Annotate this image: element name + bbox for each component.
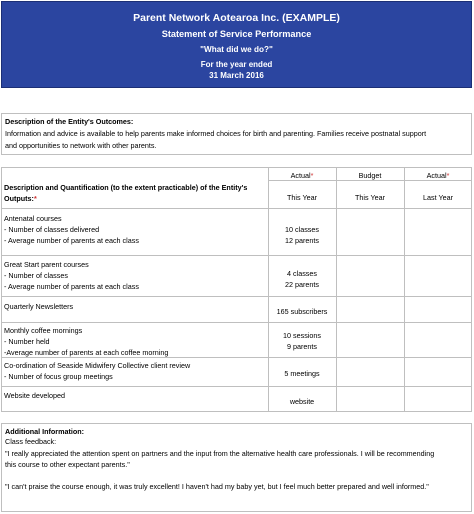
feedback-label: Class feedback: xyxy=(5,437,57,446)
period-line-2: 31 March 2016 xyxy=(209,71,264,80)
table-row-actual: 4 classes 22 parents xyxy=(285,269,319,290)
tagline: "What did we do?" xyxy=(200,45,273,54)
divider-row-1 xyxy=(1,255,472,256)
divider-col-budget xyxy=(336,167,337,412)
table-row-desc: Website developed xyxy=(4,391,66,400)
col-header-actual: Actual* xyxy=(290,171,314,180)
table-row-desc: Quarterly Newsletters xyxy=(4,302,74,311)
quote-2: "I can't praise the course enough, it was truly excellent! I haven't had my baby yet, but I feel much better prepared and well informed." xyxy=(5,481,429,491)
outcomes-box xyxy=(1,113,472,155)
statement-title: Statement of Service Performance xyxy=(161,29,312,39)
table-row-actual: 10 sessions 9 parents xyxy=(283,331,321,352)
divider-row-3 xyxy=(1,322,472,323)
sub-header-this-year-budget: This Year xyxy=(355,193,385,202)
sub-header-this-year: This Year xyxy=(287,193,317,202)
quote-1-line-1: "I really appreciated the attention spent on partners and the input from the alternative health care professionals. I will be recommending xyxy=(5,448,435,458)
table-row-desc: Great Start parent courses - Number of classes - Average number of parents at each class xyxy=(4,260,139,292)
col-header-budget: Budget xyxy=(358,171,382,180)
outcomes-heading: Description of the Entity's Outcomes: xyxy=(5,117,134,126)
quote-1-line-2: this course to other expectant parents." xyxy=(5,460,130,469)
org-name: Parent Network Aotearoa Inc. (EXAMPLE) xyxy=(133,12,340,24)
additional-heading: Additional Information: xyxy=(5,427,85,436)
divider-row-5 xyxy=(1,386,472,387)
table-row-actual: 165 subscribers xyxy=(276,307,328,316)
additional-info-box xyxy=(1,423,472,512)
table-row-actual: 5 meetings xyxy=(284,369,320,378)
period-line-1: For the year ended xyxy=(200,60,273,69)
outcomes-text-line-2: and opportunities to network with other parents. xyxy=(5,140,157,150)
table-row-actual: 10 classes 12 parents xyxy=(285,225,319,246)
divider-col-last xyxy=(404,167,405,412)
divider-row-2 xyxy=(1,296,472,297)
sub-header-last-year: Last Year xyxy=(423,193,453,202)
description-header: Description and Quantification (to the extent practicable) of the Entity's Outputs:* xyxy=(4,183,248,204)
table-row-actual: website xyxy=(289,397,315,406)
outcomes-text-line-1: Information and advice is available to help parents make informed choices for birth and parenting. Families receive postnatal support xyxy=(5,129,427,138)
table-row-desc: Monthly coffee mornings - Number held -Average number of parents at each coffee morning xyxy=(4,326,169,358)
table-row-desc: Antenatal courses - Number of classes delivered - Average number of parents at each class xyxy=(4,214,139,246)
col-header-actual-last: Actual* xyxy=(426,171,450,180)
divider-header-bottom xyxy=(1,208,472,209)
title-banner xyxy=(1,1,472,88)
table-row-desc: Co-ordination of Seaside Midwifery Collective client review - Number of focus group meetings xyxy=(4,361,191,382)
